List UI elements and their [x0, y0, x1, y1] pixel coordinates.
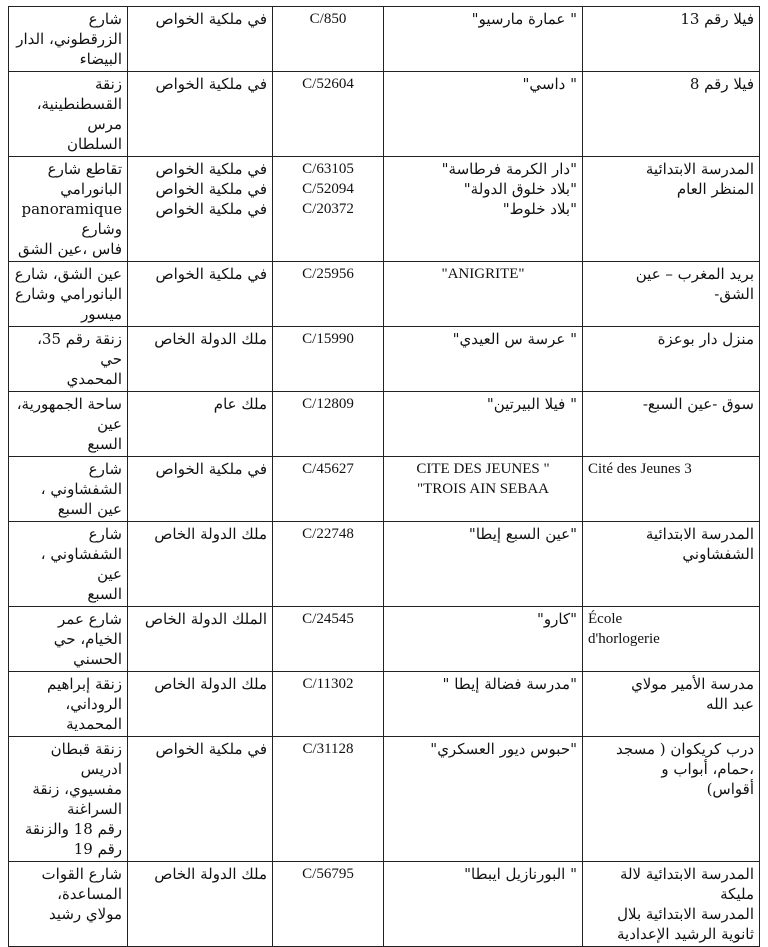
ownership-status-cell: ملك الدولة الخاص [128, 522, 273, 607]
address-cell: شارع الشفشاوني ، عين السبع [9, 457, 128, 522]
title-reference-cell: C/31128 [273, 737, 384, 862]
site-name-cell: Cité des Jeunes 3 [583, 457, 760, 522]
table-row [9, 262, 760, 327]
table-row [9, 327, 760, 392]
address-cell: زنقة رقم 35، حي المحمدي [9, 327, 128, 392]
ownership-status-cell: في ملكية الخواص [128, 737, 273, 862]
table-body [9, 7, 760, 947]
address-cell: زنقة قبطان ادريس مفسيوي، زنقة السراغنة رقم 18 والزنقة رقم 19 [9, 737, 128, 862]
land-title-name-cell: "عين السبع إيطا" [384, 522, 583, 607]
address-cell: زنقة القسطنطينية، مرس السلطان [9, 72, 128, 157]
title-reference-cell: C/45627 [273, 457, 384, 522]
land-title-name-cell: "حبوس ديور العسكري" [384, 737, 583, 862]
address-cell: عين الشق، شارع البانورامي وشارع ميسور [9, 262, 128, 327]
ownership-status-cell: الملك الدولة الخاص [128, 607, 273, 672]
title-reference-cell: C/52604 [273, 72, 384, 157]
land-title-name-cell: "كارو" [384, 607, 583, 672]
table-row [9, 7, 760, 72]
title-reference-cell: C/24545 [273, 607, 384, 672]
table-row [9, 737, 760, 862]
site-name-cell: فيلا رقم 13 [583, 7, 760, 72]
land-title-name-cell: CITE DES JEUNES " "TROIS AIN SEBAA [384, 457, 583, 522]
title-reference-cell: C/56795 [273, 862, 384, 947]
ownership-status-cell: ملك الدولة الخاص [128, 672, 273, 737]
site-name-cell: بريد المغرب – عين الشق- [583, 262, 760, 327]
table-row [9, 72, 760, 157]
title-reference-cell: C/12809 [273, 392, 384, 457]
address-cell: شارع الزرقطوني، الدار البيضاء [9, 7, 128, 72]
table-row [9, 522, 760, 607]
table-row [9, 157, 760, 262]
land-title-name-cell: " عرسة س العيدي" [384, 327, 583, 392]
ownership-status-cell: ملك الدولة الخاص [128, 327, 273, 392]
site-name-cell: درب كريكوان ( مسجد ،حمام، أبواب و أقواس) [583, 737, 760, 862]
land-title-name-cell: "ANIGRITE" [384, 262, 583, 327]
site-name-cell: مدرسة الأمير مولاي عبد الله [583, 672, 760, 737]
site-name-cell: سوق -عين السبع- [583, 392, 760, 457]
title-reference-cell: C/11302 [273, 672, 384, 737]
address-cell: شارع عمر الخيام، حي الحسني [9, 607, 128, 672]
land-title-name-cell: " عمارة مارسيو" [384, 7, 583, 72]
ownership-status-cell: في ملكية الخواص [128, 262, 273, 327]
site-name-cell: المدرسة الابتدائية المنظر العام [583, 157, 760, 262]
site-name-cell: المدرسة الابتدائية لالة مليكة المدرسة الابتدائية بلال ثانوية الرشيد الإعدادية [583, 862, 760, 947]
address-cell: شارع القوات المساعدة، مولاي رشيد [9, 862, 128, 947]
heritage-sites-table [8, 6, 760, 947]
ownership-status-cell: في ملكية الخواص [128, 7, 273, 72]
land-title-name-cell: " فيلا البيرتين" [384, 392, 583, 457]
site-name-cell: École d'horlogerie [583, 607, 760, 672]
ownership-status-cell: في ملكية الخواص [128, 457, 273, 522]
title-reference-cell: C/63105 C/52094 C/20372 [273, 157, 384, 262]
table-row [9, 392, 760, 457]
table-row [9, 457, 760, 522]
table-row [9, 862, 760, 947]
site-name-cell: منزل دار بوعزة [583, 327, 760, 392]
table-row [9, 607, 760, 672]
site-name-cell: فيلا رقم 8 [583, 72, 760, 157]
address-cell: زنقة إبراهيم الروداني، المحمدية [9, 672, 128, 737]
ownership-status-cell: ملك عام [128, 392, 273, 457]
title-reference-cell: C/25956 [273, 262, 384, 327]
land-title-name-cell: " داسي" [384, 72, 583, 157]
address-cell: ساحة الجمهورية، عين السبع [9, 392, 128, 457]
table-row [9, 672, 760, 737]
land-title-name-cell: "مدرسة فضالة إيطا " [384, 672, 583, 737]
address-cell: تقاطع شارع البانورامي panoramique وشارع فاس ،عين الشق [9, 157, 128, 262]
address-cell: شارع الشفشاوني ، عين السبع [9, 522, 128, 607]
ownership-status-cell: في ملكية الخواص [128, 72, 273, 157]
ownership-status-cell: في ملكية الخواص في ملكية الخواص في ملكية الخواص [128, 157, 273, 262]
title-reference-cell: C/850 [273, 7, 384, 72]
land-title-name-cell: "دار الكرمة فرطاسة" "بلاد خلوق الدولة" "بلاد خلوط" [384, 157, 583, 262]
title-reference-cell: C/15990 [273, 327, 384, 392]
title-reference-cell: C/22748 [273, 522, 384, 607]
land-title-name-cell: " البورنازيل ايبطا" [384, 862, 583, 947]
site-name-cell: المدرسة الابتدائية الشفشاوني [583, 522, 760, 607]
ownership-status-cell: ملك الدولة الخاص [128, 862, 273, 947]
